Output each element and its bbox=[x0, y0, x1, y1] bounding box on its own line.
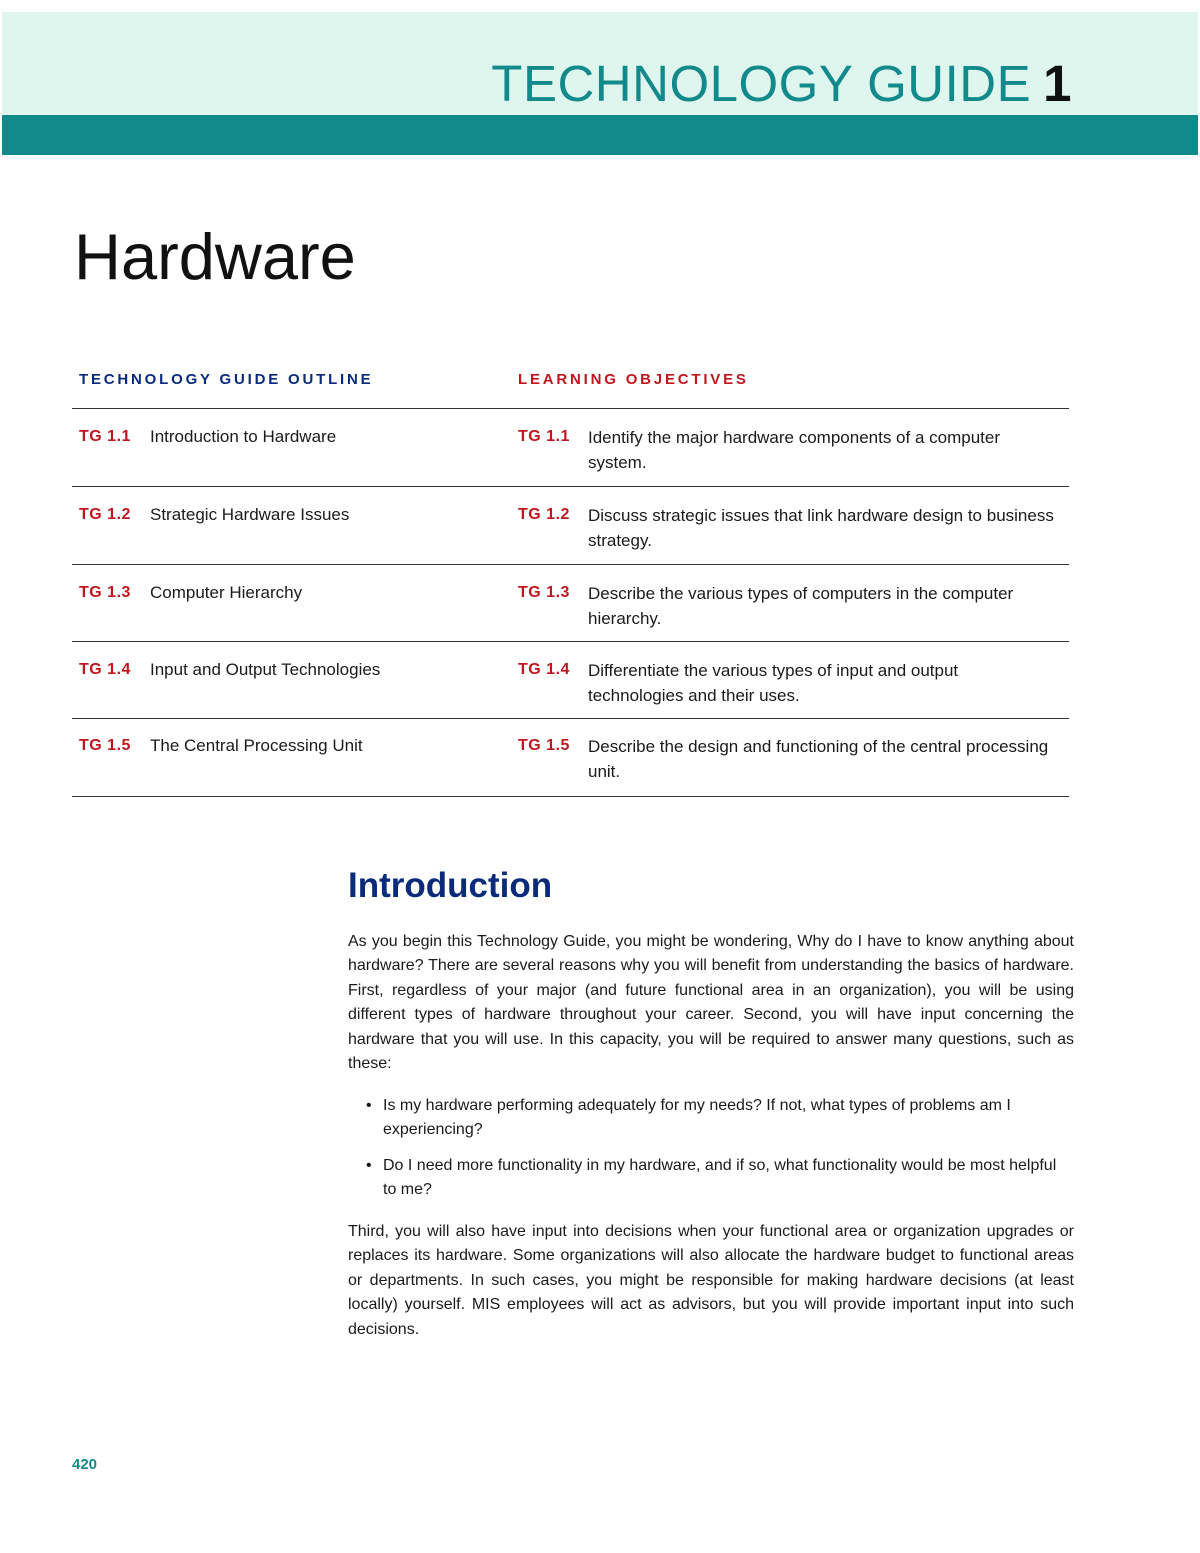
introduction-heading: Introduction bbox=[348, 866, 553, 905]
outline-code: TG 1.5 bbox=[79, 737, 131, 754]
page-number: 420 bbox=[72, 1456, 98, 1473]
outline-code: TG 1.4 bbox=[79, 661, 131, 678]
objective-text: Describe the various types of computers in the computer hierarchy. bbox=[588, 584, 1014, 628]
list-item bbox=[366, 1094, 1074, 1143]
header-bar bbox=[2, 115, 1198, 155]
introduction-paragraph: As you begin this Technology Guide, you might be wondering, Why do I have to know anything about hardware? There are several reasons why you will benefit from understanding the basics of hardware. First, regardless of your major (and future functional area in an organization), you will be using different types of hardware throughout your career. Second, you will have input concerning the hardware that you will use. In this capacity, you will be required to answer many questions, such as these: bbox=[348, 933, 1074, 1073]
objective-text: Differentiate the various types of input and output technologies and their uses. bbox=[588, 661, 959, 705]
objectives-heading: LEARNING OBJECTIVES bbox=[518, 371, 749, 388]
outline-link[interactable]: Computer Hierarchy bbox=[150, 583, 303, 602]
table-rule bbox=[72, 641, 1069, 642]
outline-row bbox=[72, 643, 1069, 721]
table-rule bbox=[72, 408, 1069, 409]
objective-code: TG 1.5 bbox=[518, 737, 570, 754]
list-item bbox=[366, 1154, 1074, 1203]
objective-code: TG 1.4 bbox=[518, 661, 570, 678]
objective-code: TG 1.3 bbox=[518, 584, 570, 601]
guide-number: 1 bbox=[1043, 55, 1072, 112]
objective-code: TG 1.1 bbox=[518, 428, 570, 445]
table-rule bbox=[72, 796, 1069, 797]
list-item-text: Is my hardware performing adequately for my needs? If not, what types of problems am I experiencing? bbox=[383, 1097, 1011, 1139]
chapter-title: Hardware bbox=[74, 220, 356, 293]
objective-code: TG 1.2 bbox=[518, 506, 570, 523]
objective-text: Identify the major hardware components of a computer system. bbox=[588, 428, 1000, 472]
bullet-icon: • bbox=[366, 1156, 372, 1174]
outline-row bbox=[72, 488, 1069, 566]
question-list bbox=[366, 1094, 1074, 1214]
outline-row bbox=[72, 719, 1069, 797]
introduction-paragraph-2: Third, you will also have input into decisions when your functional area or organization upgrades or replaces its hardware. Some organizations will also allocate the hardware budget to functional areas or departments. In such cases, you might be responsible for making hardware decisions (at least locally) yourself. MIS employees will act as advisors, but you will provide important input into such decisions. bbox=[348, 1223, 1074, 1338]
outline-heading: TECHNOLOGY GUIDE OUTLINE bbox=[79, 371, 374, 388]
guide-label-text: TECHNOLOGY GUIDE bbox=[491, 55, 1032, 112]
outline-code: TG 1.3 bbox=[79, 584, 131, 601]
outline-link[interactable]: Introduction to Hardware bbox=[150, 427, 337, 446]
bullet-icon: • bbox=[366, 1097, 372, 1114]
table-rule bbox=[72, 564, 1069, 565]
technology-guide-label bbox=[491, 52, 1072, 116]
outline-row bbox=[72, 410, 1069, 488]
outline-link[interactable]: The Central Processing Unit bbox=[150, 736, 363, 755]
objective-text: Describe the design and functioning of the central processing unit. bbox=[588, 737, 1049, 781]
list-item-text: Do I need more functionality in my hardware, and if so, what functionality would be most helpful to me? bbox=[383, 1156, 1057, 1199]
objective-text: Discuss strategic issues that link hardware design to business strategy. bbox=[588, 506, 1054, 550]
outline-link[interactable]: Input and Output Technologies bbox=[150, 660, 381, 679]
outline-link[interactable]: Strategic Hardware Issues bbox=[150, 505, 350, 524]
table-rule bbox=[72, 486, 1069, 487]
outline-code: TG 1.1 bbox=[79, 428, 131, 445]
outline-row bbox=[72, 566, 1069, 644]
outline-code: TG 1.2 bbox=[79, 506, 131, 523]
